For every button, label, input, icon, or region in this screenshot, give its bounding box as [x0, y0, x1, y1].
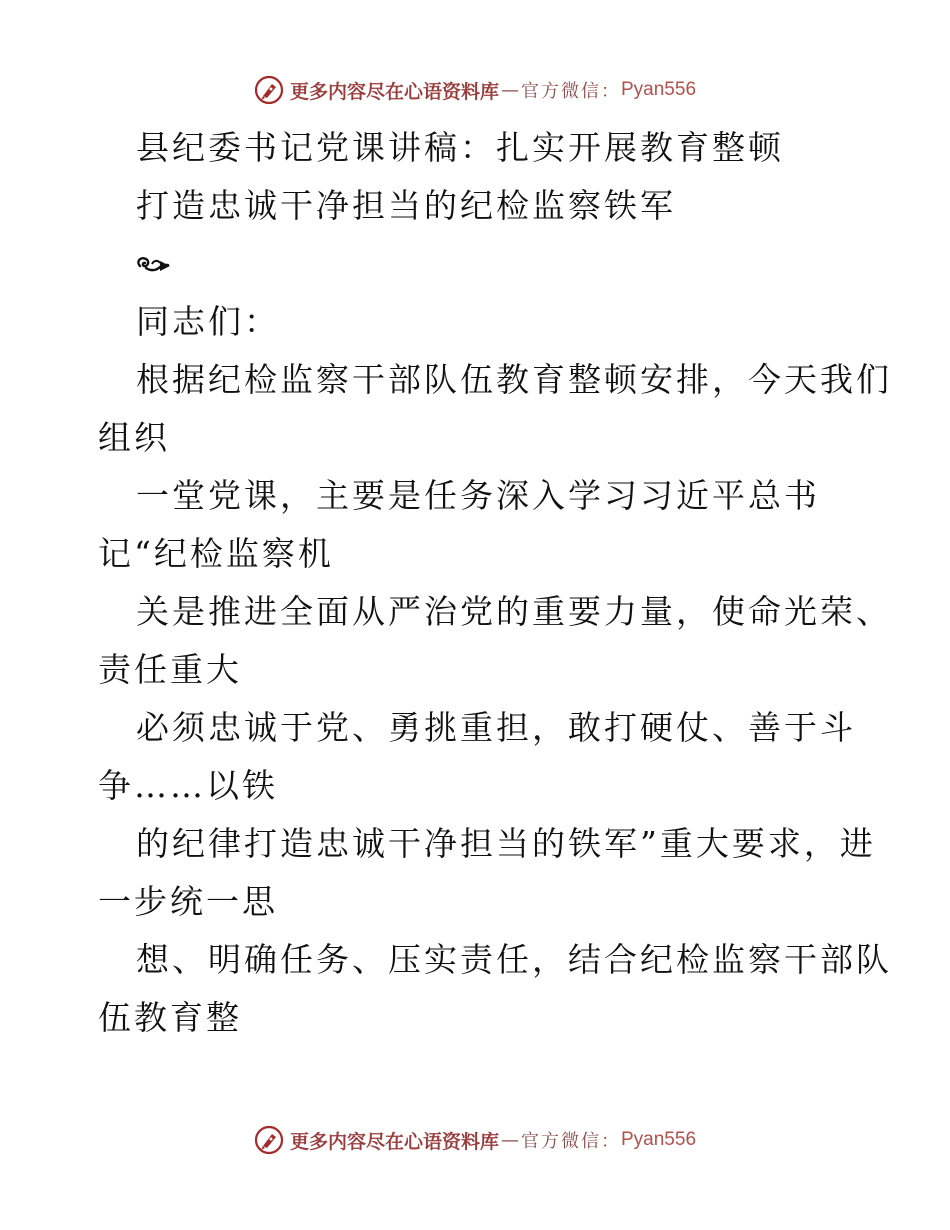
banner-account: Pyan556	[621, 79, 697, 100]
body-line: 记“纪检监察机	[98, 534, 334, 573]
header-banner	[0, 72, 950, 108]
body-line: 根据纪检监察干部队伍教育整顿安排，今天我们	[136, 360, 892, 399]
body-line: 责任重大	[98, 650, 242, 689]
decorative-flourish-icon	[134, 252, 174, 276]
title-line-2: 打造忠诚干净担当的纪检监察铁军	[136, 186, 676, 225]
salutation: 同志们：	[136, 302, 280, 341]
body-line: 一步统一思	[98, 882, 278, 921]
body-line: 伍教育整	[98, 998, 242, 1037]
pen-nib-logo-icon	[254, 1125, 284, 1155]
banner-text: 更多内容尽在心语资料库	[289, 80, 499, 103]
body-line: 必须忠诚于党、勇挑重担，敢打硬仗、善于斗	[136, 708, 856, 747]
banner-separator: —	[501, 1129, 519, 1151]
banner-account: Pyan556	[621, 1129, 697, 1150]
body-line: 的纪律打造忠诚干净担当的铁军”重大要求，进	[136, 824, 876, 863]
banner-separator: —	[501, 79, 519, 101]
footer-banner	[0, 1122, 950, 1158]
banner-text: 更多内容尽在心语资料库	[289, 1130, 499, 1153]
pen-nib-logo-icon	[254, 75, 284, 105]
body-line: 关是推进全面从严治党的重要力量，使命光荣、	[136, 592, 892, 631]
body-line: 一堂党课，主要是任务深入学习习近平总书	[136, 476, 820, 515]
banner-label: 官方微信：	[521, 1131, 621, 1152]
body-line: 争……以铁	[98, 766, 278, 805]
title-line-1: 县纪委书记党课讲稿：扎实开展教育整顿	[136, 128, 784, 167]
body-line: 组织	[98, 418, 170, 457]
body-line: 想、明确任务、压实责任，结合纪检监察干部队	[136, 940, 892, 979]
banner-label: 官方微信：	[521, 81, 621, 102]
